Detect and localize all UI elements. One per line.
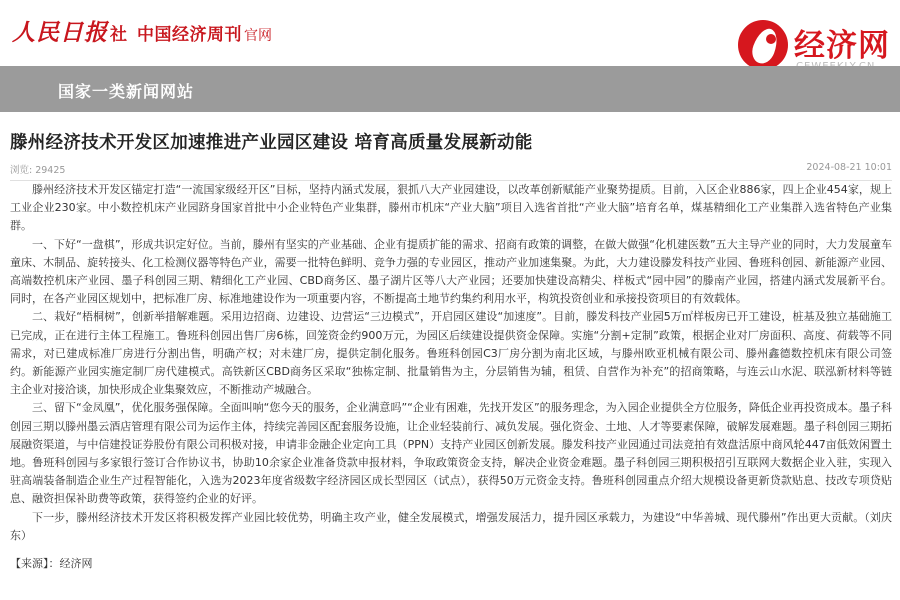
logo-emblem-icon <box>738 20 788 70</box>
official-site-label: 官网 <box>244 28 272 44</box>
article <box>10 128 892 571</box>
paragraph-conclusion: 下一步，滕州经济技术开发区将积极发挥产业园比较优势，明确主攻产业，健全发展模式，增强发展活力，提升园区承载力，为建设“中华善城、现代滕州”作出更大贡献。（刘庆东） <box>10 510 892 542</box>
paragraph-section-3: 三、留下“金凤凰”，优化服务强保障。全面叫响“您今天的服务，企业满意吗”“企业有困难，先找开发区”的服务理念，为入园企业提供全方位服务，降低企业再投资成本。墨子科创园三期以滕州墨云酒店管理有限公司为运作主体，持续完善园区配套服务设施，让企业轻装前行、减负发展。强化资金、土地、人才等要素保障，破解发展难题。墨子科创园三期拓展融资渠道，与中信建投证券股份有限公司积极对接，申请非金融企业定向工具（PPN）支持产业园区创新发展。滕发科技产业园通过司法竞拍有效盘活原中商风轮447亩低效闲置土地。鲁班科创园与多家银行签订合作协议书，协助10余家企业准备贷款申报材料，争取政策资金支持，解决企业资金难题。墨子科创园三期积极招引互联网大数据企业入驻，实现入驻高端装备制造企业生产过程智能化，入选为2023年度省级数字经济园区成长型园区（试点），获得50万元资金支持。鲁班科创园重点介绍大规模设备更新贷款贴息、技改专项贷贴息、融资担保补助费等政策，获得签约企业的好评。 <box>10 401 892 506</box>
paragraph-section-1: 一、下好“一盘棋”，形成共识定好位。当前，滕州有坚实的产业基础、企业有提质扩能的需求、招商有政策的调整，在做大做强“化机建医数”五大主导产业的同时，大力发展童车童床、木制品、旋转接头、化工检测仪器等特色产业，需要一批特色鲜明、竞争力强的专业园区，推动产业加速集聚。为此，大力建设滕发科技产业园、鲁班科创园、新能源产业园、高端数控机床产业园、墨子科创园三期、精细化工产业园、CBD商务区、墨子湖片区等八大产业园；还要加快建设高精尖、样板式“园中园”的滕南产业园，搭建内涵式发展新平台。同时，在各产业园区规划中，把标准厂房、标准地建设作为一项重要内容，不断提高土地节约集约利用水平，构筑投资创业和承接投资项目的有效载体。 <box>10 237 892 306</box>
paragraph-section-2: 二、栽好“梧桐树”，创新举措解难题。采用边招商、边建设、边营运“三边模式”，开启园区建设“加速度”。目前，滕发科技产业园5万㎡样板房已开工建设，桩基及独立基础施工已完成，正在进行主体工程施工。鲁班科创园出售厂房6栋，回笼资金约900万元，为园区后续建设提供资金保障。实施“分割+定制”政策，根据企业对厂房面积、高度、荷载等不同需求，对已建成标准厂房进行分割出售，明确产权；对未建厂房，提供定制化服务。鲁班科创园C3厂房分割为南北区域，与滕州欧亚机械有限公司、滕州鑫德数控机床有限公司签约。新能源产业园实施定制厂房代建模式。高铁新区CBD商务区采取“独栋定制、批量销售为主，分层销售为辅，租赁、自营作为补充”的招商策略，与连云山水泥、联泓新材料等链主企业对接洽谈，加快形成企业集聚效应，不断推动产城融合。 <box>10 310 892 397</box>
site-tagline: 国家一类新闻网站 <box>58 82 195 101</box>
logo-text: 经济网 <box>794 28 890 64</box>
people-daily-wordmark: 人民日报 <box>12 19 108 46</box>
site-tagline-band <box>0 66 900 112</box>
site-brand[interactable] <box>12 14 272 47</box>
article-title: 滕州经济技术开发区加速推进产业园区建设 培育高质量发展新动能 <box>10 133 533 153</box>
article-body <box>10 181 892 545</box>
china-economic-weekly-wordmark: 中国经济周刊 <box>137 25 242 45</box>
paragraph-intro: 滕州经济技术开发区锚定打造“一流国家级经开区”目标，坚持内涵式发展，狠抓八大产业园建设，以改革创新赋能产业聚势提质。目前，入区企业886家，四上企业454家，规上工业企业230家。中小数控机床产业园跻身国家首批中小企业特色产业集群，滕州市机床“产业大脑”项目入选省首批“产业大脑”培育名单，煤基精细化工产业集群入选省特色产业集群。 <box>10 183 892 233</box>
article-meta <box>10 162 892 176</box>
article-source: 【来源】：经济网 <box>10 557 93 571</box>
brand-she: 社 <box>110 25 127 45</box>
publish-date: 2024-08-21 10:01 <box>806 162 892 173</box>
view-count: 浏览: 29425 <box>10 165 66 176</box>
